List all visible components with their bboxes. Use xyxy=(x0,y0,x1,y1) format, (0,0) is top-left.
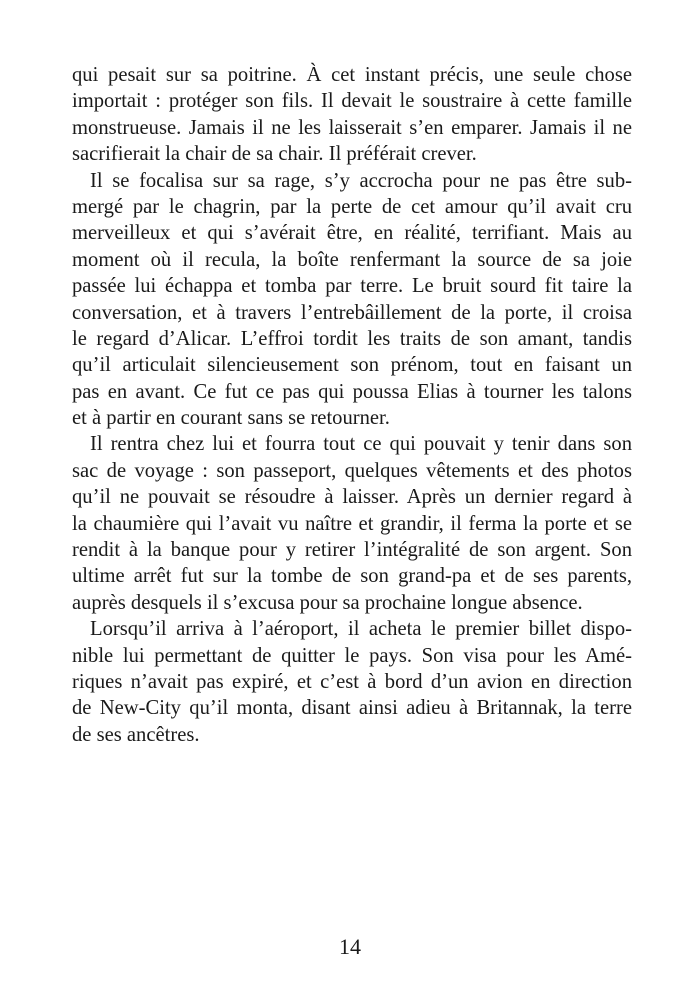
text-line: qu’il articulait silencieusement son prénom, tout en faisant un xyxy=(72,354,632,377)
text-line: passée lui échappa et tomba par terre. Le bruit sourd fit taire la xyxy=(72,275,632,298)
text-line: qu’il ne pouvait se résoudre à laisser. Après un dernier regard à xyxy=(72,486,632,509)
text-line: moment où il recula, la boîte renfermant la source de sa joie xyxy=(72,248,632,271)
text-line: de ses ancêtres. xyxy=(72,723,200,746)
text-line: le regard d’Alicar. L’effroi tordit les traits de son amant, tandis xyxy=(72,327,632,350)
text-line: nible lui permettant de quitter le pays. Son visa pour les Amé- xyxy=(72,644,632,667)
text-line: sac de voyage : son passeport, quelques vêtements et des photos xyxy=(72,459,632,482)
text-line: la chaumière qui l’avait vu naître et grandir, il ferma la porte et se xyxy=(72,512,632,535)
text-line: Il se focalisa sur sa rage, s’y accrocha pour ne pas être sub- xyxy=(90,169,632,192)
page-number: 14 xyxy=(339,934,361,959)
text-line: merveilleux et qui s’avérait être, en réalité, terrifiant. Mais au xyxy=(72,222,632,245)
text-line: ultime arrêt fut sur la tombe de son grand-pa et de ses parents, xyxy=(72,565,632,588)
text-line: qui pesait sur sa poitrine. À cet instant précis, une seule chose xyxy=(72,64,632,86)
text-line: monstrueuse. Jamais il ne les laisserait s’en emparer. Jamais il ne xyxy=(72,116,632,139)
text-line: Lorsqu’il arriva à l’aéroport, il acheta le premier billet dispo- xyxy=(90,618,632,641)
text-line: sacrifierait la chair de sa chair. Il préférait crever. xyxy=(72,143,477,166)
text-line: rendit à la banque pour y retirer l’intégralité de son argent. Son xyxy=(72,539,632,562)
text-line: Il rentra chez lui et fourra tout ce qui pouvait y tenir dans son xyxy=(90,433,632,456)
text-line: de New-City qu’il monta, disant ainsi adieu à Britannak, la terre xyxy=(72,697,632,720)
text-line: auprès desquels il s’excusa pour sa prochaine longue absence. xyxy=(72,591,583,614)
text-line: mergé par le chagrin, par la perte de cet amour qu’il avait cru xyxy=(72,195,632,218)
text-line: riques n’avait pas expiré, et c’est à bord d’un avion en direction xyxy=(72,670,632,693)
body-text xyxy=(72,62,632,748)
text-line: conversation, et à travers l’entrebâillement de la porte, il croisa xyxy=(72,301,632,324)
text-line: pas en avant. Ce fut ce pas qui poussa Elias à tourner les talons xyxy=(72,380,632,403)
text-line: et à partir en courant sans se retourner. xyxy=(72,407,390,430)
text-line: importait : protéger son fils. Il devait le soustraire à cette famille xyxy=(72,90,632,113)
